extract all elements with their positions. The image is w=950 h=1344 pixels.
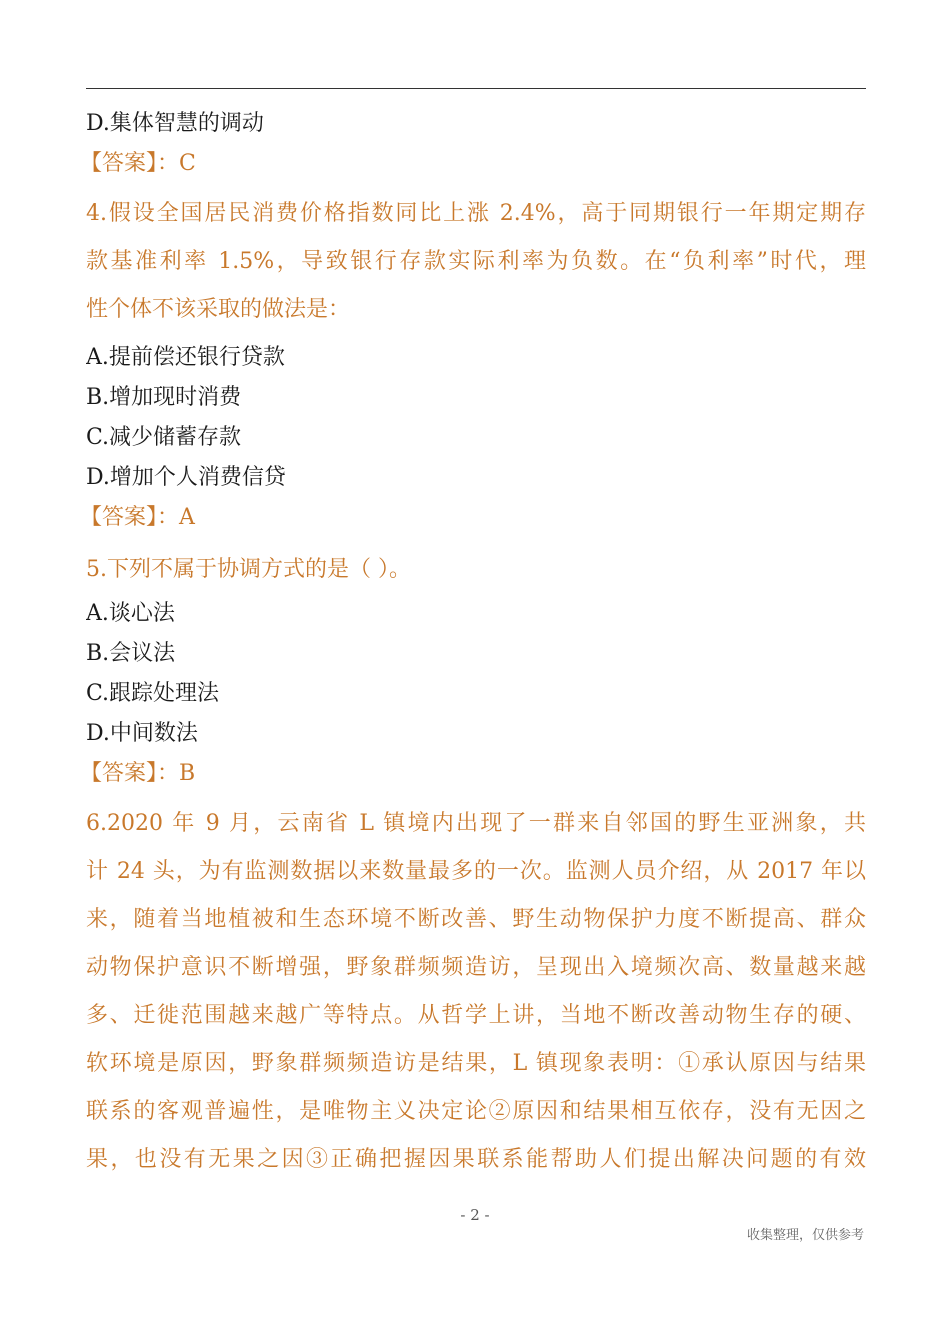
q4-option-b: B.增加现时消费 — [86, 385, 242, 410]
q4-stem-line-2: 款基准利率 1.5%，导致银行存款实际利率为负数。在“负利率”时代，理 — [86, 249, 866, 274]
q4-option-d: D.增加个人消费信贷 — [86, 465, 286, 490]
q5-option-b: B.会议法 — [86, 641, 176, 666]
q5-option-c: C.跟踪处理法 — [86, 681, 220, 706]
question-5 — [80, 550, 866, 794]
header-rule — [86, 88, 866, 89]
page-number: - 2 - — [460, 1206, 490, 1224]
q6-stem-line-3: 来，随着当地植被和生态环境不断改善、野生动物保护力度不断提高、群众 — [86, 907, 866, 932]
footer-note: 收集整理，仅供参考 — [746, 1228, 864, 1243]
q5-stem: 5.下列不属于协调方式的是（ ）。 — [86, 557, 411, 582]
q4-option-a: A.提前偿还银行贷款 — [86, 345, 285, 370]
question-3-tail — [80, 104, 866, 184]
question-4 — [80, 190, 866, 538]
q6-stem-line-8: 果，也没有无果之因③正确把握因果联系能帮助人们提出解决问题的有效 — [86, 1147, 866, 1172]
q5-answer: 【答案】：B — [80, 761, 196, 786]
q6-stem-line-2: 计 24 头，为有监测数据以来数量最多的一次。监测人员介绍，从 2017 年以 — [86, 859, 866, 884]
q3-answer: 【答案】：C — [80, 151, 196, 176]
q5-option-a: A.谈心法 — [86, 601, 175, 626]
question-6 — [86, 800, 866, 1184]
q6-stem-line-1: 6.2020 年 9 月，云南省 L 镇境内出现了一群来自邻国的野生亚洲象，共 — [86, 811, 866, 836]
q4-option-c: C.减少储蓄存款 — [86, 425, 242, 450]
q4-stem-line-1: 4.假设全国居民消费价格指数同比上涨 2.4%，高于同期银行一年期定期存 — [86, 201, 866, 226]
q4-answer: 【答案】：A — [80, 505, 195, 530]
q3-option-d: D.集体智慧的调动 — [86, 111, 264, 136]
q5-option-d: D.中间数法 — [86, 721, 198, 746]
q6-stem-line-5: 多、迁徙范围越来越广等特点。从哲学上讲，当地不断改善动物生存的硬、 — [86, 1003, 866, 1028]
q6-stem-line-7: 联系的客观普遍性，是唯物主义决定论②原因和结果相互依存，没有无因之 — [86, 1099, 866, 1124]
q4-stem-line-3: 性个体不该采取的做法是： — [86, 297, 351, 322]
q6-stem-line-6: 软环境是原因，野象群频频造访是结果，L 镇现象表明：①承认原因与结果 — [86, 1051, 866, 1076]
q6-stem-line-4: 动物保护意识不断增强，野象群频频造访，呈现出入境频次高、数量越来越 — [86, 955, 866, 980]
document-body — [80, 104, 866, 1184]
